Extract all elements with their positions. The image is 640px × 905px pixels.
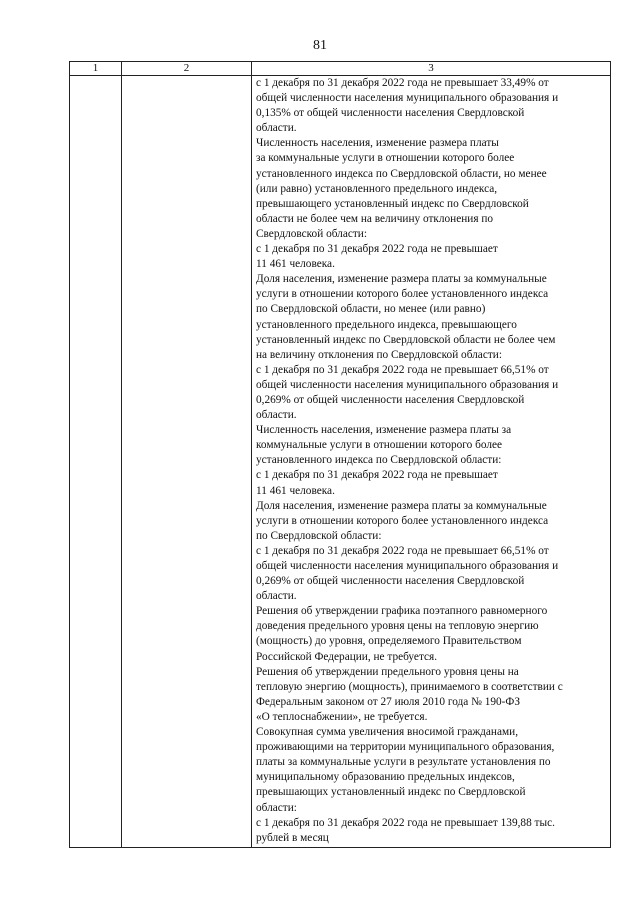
text-line: Численность населения, изменение размера платы	[256, 137, 499, 150]
text-line: (или равно) установленного предельного индекса,	[256, 182, 498, 195]
document-table	[69, 61, 611, 848]
text-line: проживающими на территории муниципального образования,	[256, 741, 555, 754]
text-line: Доля населения, изменение размера платы за коммунальные	[256, 273, 547, 286]
text-line: превышающего установленный индекс по Свердловской	[256, 197, 529, 210]
text-line: 11 461 человека.	[256, 484, 335, 497]
text-line: общей численности населения муниципального образования и	[256, 560, 559, 572]
text-line: (мощность) до уровня, определяемого Правительством	[256, 635, 522, 648]
text-line: услуги в отношении которого более установленного индекса	[256, 288, 549, 301]
cell-column-1	[70, 76, 122, 848]
text-line: с 1 декабря по 31 декабря 2022 года не превышает 66,51% от	[256, 544, 549, 557]
text-line: общей численности населения муниципального образования и	[256, 378, 559, 391]
text-line: общей численности населения муниципального образования и	[256, 92, 559, 105]
table-header-row	[70, 62, 611, 76]
text-line: 11 461 человека.	[256, 258, 335, 271]
page-number: 81	[313, 38, 327, 53]
column-header-3: 3	[252, 62, 611, 76]
text-line: тепловую энергию (мощность), принимаемого в соответствии с	[256, 680, 563, 693]
text-line: рублей в месяц	[256, 831, 329, 844]
text-line: установленного индекса по Свердловской области:	[256, 454, 502, 467]
text-line: Доля населения, изменение размера платы за коммунальные	[256, 499, 547, 512]
text-line: за коммунальные услуги в отношении которого более	[256, 152, 515, 165]
text-line: с 1 декабря по 31 декабря 2022 года не превышает	[256, 469, 498, 482]
text-line: установленного предельного индекса, превышающего	[256, 318, 517, 331]
text-line: области.	[256, 590, 297, 603]
text-line: коммунальные услуги в отношении которого более	[256, 439, 503, 452]
column-header-1: 1	[70, 62, 122, 76]
text-line: Свердловской области:	[256, 227, 367, 240]
text-line: по Свердловской области, но менее (или равно)	[256, 303, 486, 316]
text-line: с 1 декабря по 31 декабря 2022 года не превышает 66,51% от	[256, 363, 549, 376]
text-line: Совокупная сумма увеличения вносимой гражданами,	[256, 726, 519, 739]
text-line: платы за коммунальные услуги в результате установления по	[256, 756, 551, 769]
cell-column-3	[252, 76, 611, 848]
text-line: «О теплоснабжении», не требуется.	[256, 710, 428, 723]
text-line: с 1 декабря по 31 декабря 2022 года не превышает	[256, 243, 498, 256]
text-line: услуги в отношении которого более установленного индекса	[256, 514, 549, 527]
text-line: области не более чем на величину отклонения по	[256, 212, 494, 225]
text-line: Решения об утверждении предельного уровня цены на	[256, 665, 519, 678]
text-line: Решения об утверждении графика поэтапного равномерного	[256, 605, 548, 618]
text-line: доведения предельного уровня цены на тепловую энергию	[256, 620, 539, 633]
text-line: 0,269% от общей численности населения Свердловской	[256, 393, 525, 406]
text-line: Российской Федерации, не требуется.	[256, 650, 438, 663]
text-line: на величину отклонения по Свердловской области:	[256, 348, 502, 361]
text-line: с 1 декабря по 31 декабря 2022 года не превышает 33,49% от	[256, 77, 549, 89]
text-line: 0,269% от общей численности населения Свердловской	[256, 575, 525, 588]
text-line: области:	[256, 801, 297, 814]
text-line: области.	[256, 409, 297, 422]
text-line: установленный индекс по Свердловской области не более чем	[256, 333, 556, 346]
text-line: Численность населения, изменение размера платы за	[256, 424, 512, 437]
text-line: превышающих установленный индекс по Свердловской	[256, 786, 526, 799]
text-line: 0,135% от общей численности населения Свердловской	[256, 107, 525, 120]
column-header-2: 2	[122, 62, 252, 76]
text-line: с 1 декабря по 31 декабря 2022 года не превышает 139,88 тыс.	[256, 816, 555, 829]
text-line: по Свердловской области:	[256, 529, 382, 542]
table-row	[70, 76, 611, 848]
text-line: установленного индекса по Свердловской области, но менее	[256, 167, 547, 180]
text-line: области.	[256, 122, 297, 135]
text-line: Федеральным законом от 27 июля 2010 года № 190-ФЗ	[256, 695, 521, 708]
text-line: муниципальному образованию предельных индексов,	[256, 771, 515, 784]
cell-column-2	[122, 76, 252, 848]
